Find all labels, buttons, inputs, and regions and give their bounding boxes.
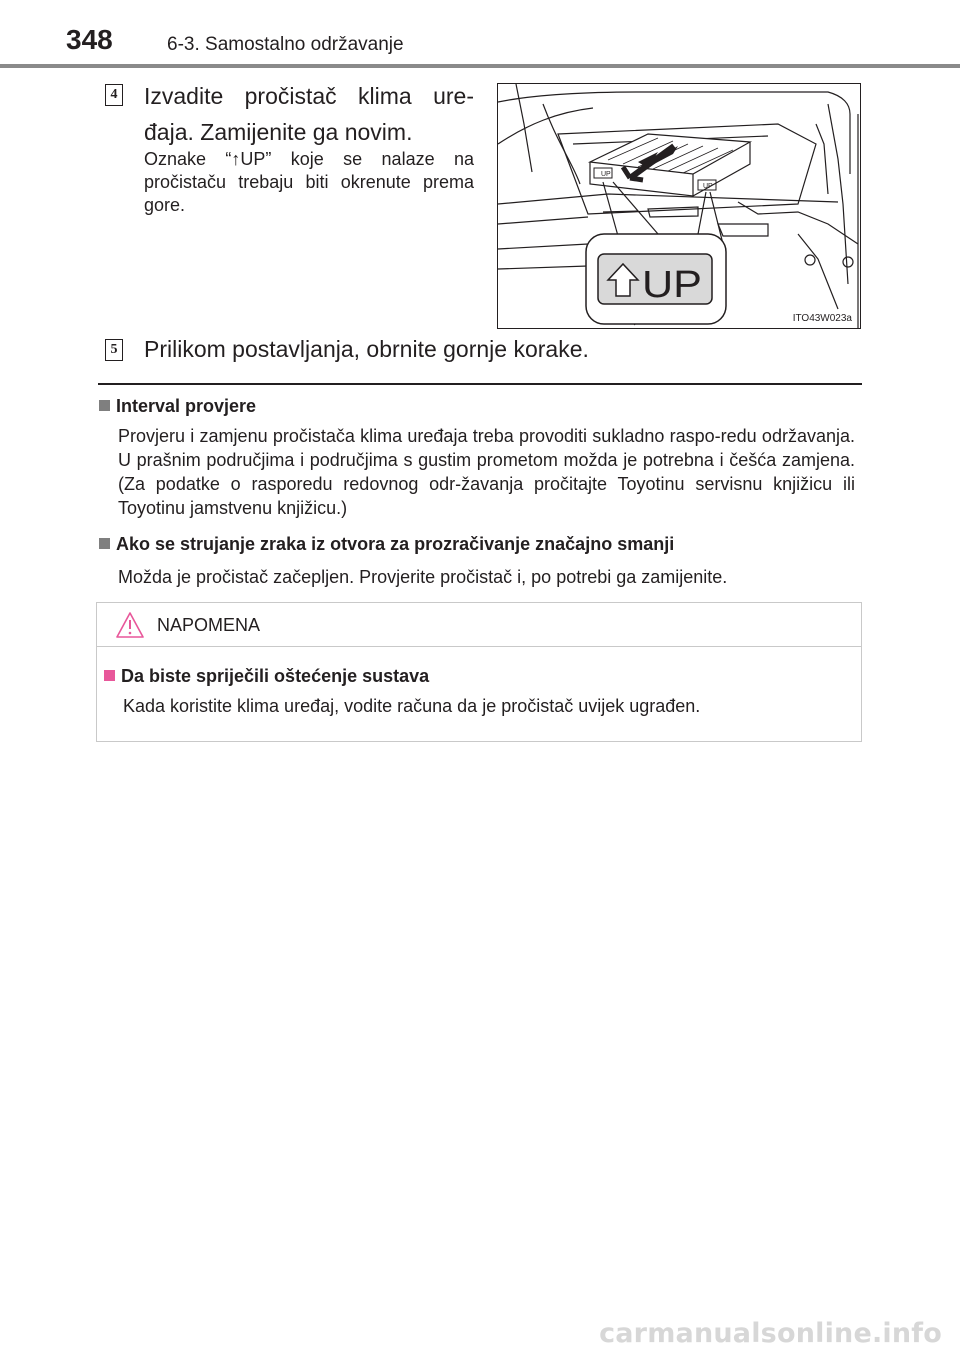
note-2-heading [99, 534, 674, 555]
filter-up-mark-2: UP [703, 183, 713, 190]
step-4-badge: 4 [105, 84, 123, 106]
step-5-badge: 5 [105, 339, 123, 361]
header-rule [0, 64, 960, 68]
watermark: carmanualsonline.info [599, 1318, 942, 1349]
caution-box [96, 602, 862, 742]
square-bullet-icon [99, 538, 110, 549]
square-bullet-icon [99, 400, 110, 411]
step-4-note: Oznake “↑UP” koje se nalaze na pročistaču trebaju biti okrenute prema gore. [144, 149, 474, 215]
warning-triangle-icon [115, 611, 145, 639]
caution-subheading [104, 666, 429, 687]
filter-illustration [497, 83, 861, 329]
note-2-body: Možda je pročistač začepljen. Provjerite pročistač i, po potrebi ga zamijenite. [118, 567, 728, 587]
figure-code: ITO43W023a [792, 313, 852, 324]
page-number: 348 [66, 24, 113, 55]
caution-text: Kada koristite klima uređaj, vodite računa da je pročistač uvijek ugrađen. [123, 696, 701, 716]
note-1-body: Provjeru i zamjenu pročistača klima uređaja treba provoditi sukladno raspo-redu održavanja. U prašnim područjima i područjima s gustim prometom možda je potrebna i češća zamjena. (Za podatke o rasporedu redovnog odr-žavanja pročitajte Toyotinu servisnu knjižicu ili Toyotinu jamstvenu knjižicu.) [118, 426, 855, 518]
caution-title: NAPOMENA [157, 615, 261, 635]
note-1-title: Interval provjere [116, 396, 257, 416]
note-1-heading [99, 396, 256, 417]
callout-up-label: UP [642, 264, 702, 306]
section-title: 6-3. Samostalno održavanje [167, 34, 404, 55]
step-4-heading: Izvadite pročistač klima ure-đaja. Zamijenite ga novim. [144, 83, 474, 145]
filter-up-mark: UP [601, 171, 611, 178]
caution-header [97, 603, 861, 647]
section-divider [98, 383, 862, 385]
note-2-title: Ako se strujanje zraka iz otvora za prozračivanje značajno smanji [116, 534, 675, 554]
step-5-text: Prilikom postavljanja, obrnite gornje korake. [144, 336, 589, 362]
caution-subtitle: Da biste spriječili oštećenje sustava [121, 666, 430, 686]
square-bullet-icon [104, 670, 115, 681]
